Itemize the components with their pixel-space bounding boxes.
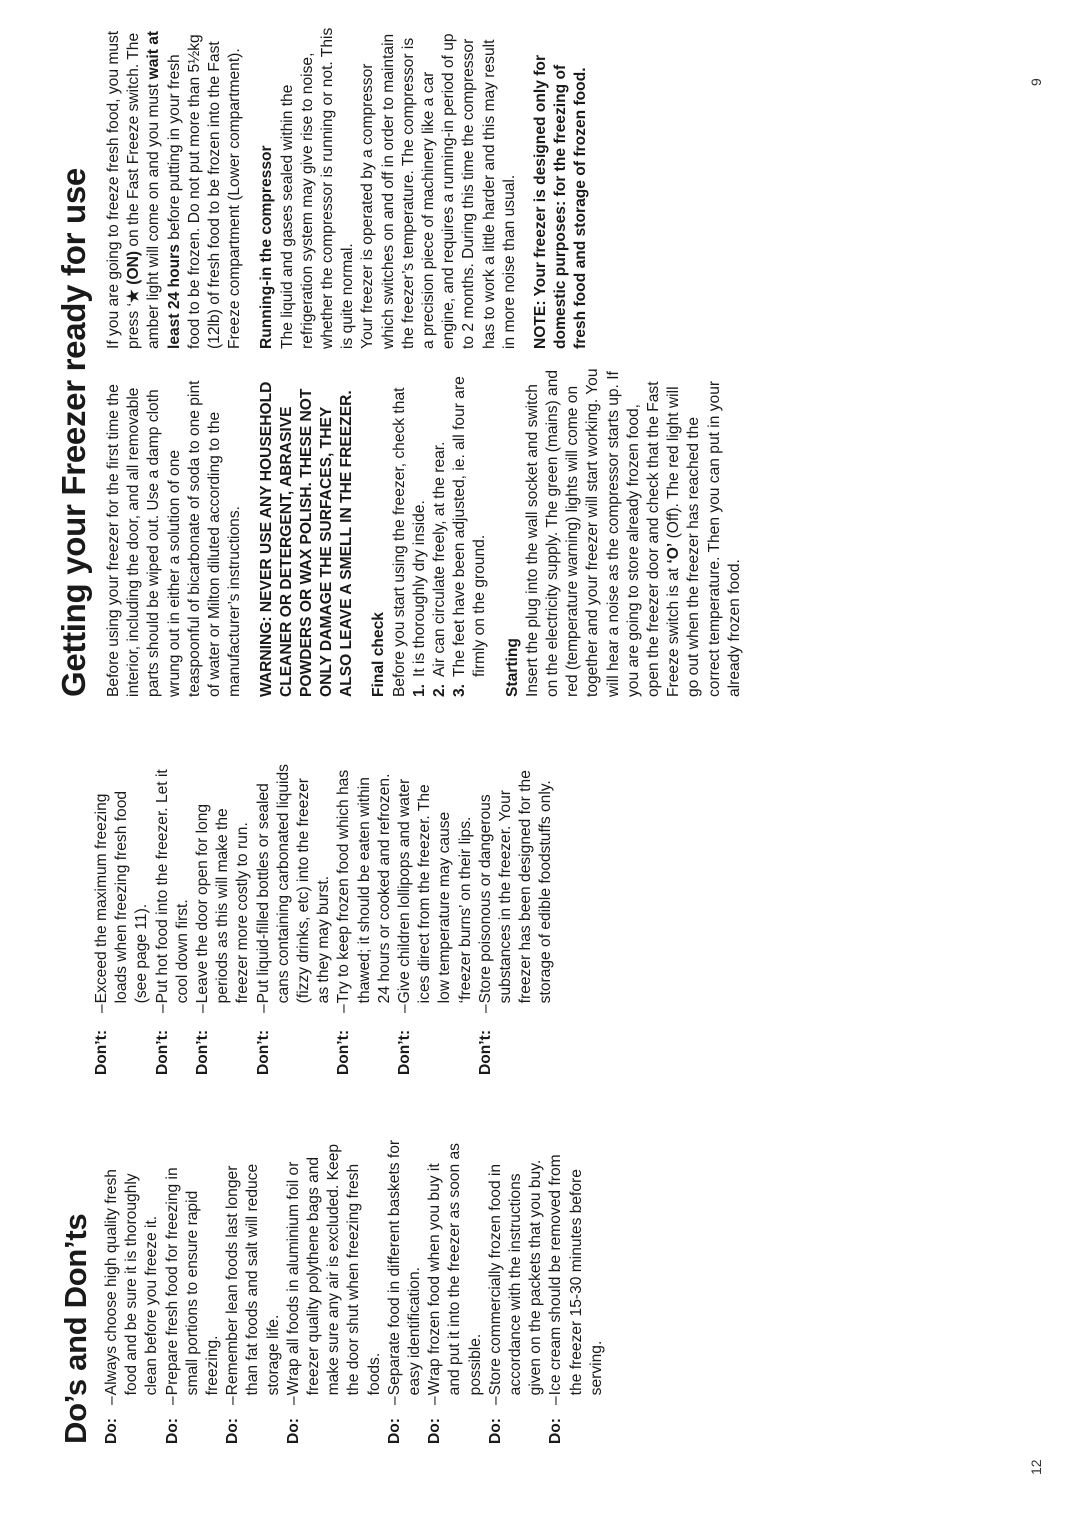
on-symbol: ★ (ON) bbox=[125, 250, 143, 304]
dont-item bbox=[395, 759, 476, 1075]
starting-text-end: (Off). The red light will go out when the freezer has reached the correct temperature. Then you can put in your already frozen food. bbox=[665, 380, 743, 697]
running-in-paragraph-1: The liquid and gases sealed within the refrigeration system may give rise to noise, whether the compressor is running or not. This is quite normal. bbox=[278, 27, 357, 349]
dash: – bbox=[163, 1396, 181, 1405]
item-number: 1. bbox=[410, 683, 428, 697]
dont-text: Put liquid-filled bottles or sealed cans containing carbonated liquids (fizzy drinks, etc) into the freezer as they may burst. bbox=[254, 764, 333, 1004]
do-label: Do: bbox=[385, 1418, 403, 1444]
dos-donts-title: Do’s and Don’ts bbox=[58, 1213, 93, 1444]
final-check-intro: Before you start using the freezer, check that bbox=[390, 387, 408, 697]
dont-text: Try to keep frozen food which has thawed; it should be eaten within 24 hours or cooked and refrozen. bbox=[335, 769, 393, 1004]
running-in-heading: Running-in the compressor bbox=[258, 145, 276, 349]
starting-paragraph-1 bbox=[523, 368, 745, 697]
dash: – bbox=[103, 1396, 120, 1405]
dash: – bbox=[396, 1004, 414, 1013]
do-item bbox=[284, 1139, 385, 1444]
note-text: NOTE: Your freezer is designed only for domestic purposes: for the freezing of fresh food and storage of frozen food. bbox=[532, 54, 590, 349]
dash: – bbox=[254, 1004, 272, 1013]
dont-label: Don’t: bbox=[93, 1029, 110, 1075]
dont-item bbox=[334, 759, 395, 1075]
dont-text: Exceed the maximum freezing loads when freezing fresh food (see page 11). bbox=[93, 790, 151, 1004]
final-check-list bbox=[410, 368, 491, 697]
do-text: Separate food in different baskets for easy identification. bbox=[385, 1139, 424, 1396]
do-item bbox=[223, 1139, 284, 1444]
do-item bbox=[102, 1139, 163, 1444]
dont-text: Give children lollipops and water ices direct from the freezer. The low temperature may cause ‘freezer burns’ on their lips. bbox=[396, 778, 474, 1004]
do-item bbox=[425, 1139, 486, 1444]
do-label: Do: bbox=[163, 1418, 181, 1444]
dont-label: Don’t: bbox=[254, 1029, 272, 1075]
dash: – bbox=[194, 1004, 212, 1013]
do-item bbox=[486, 1139, 547, 1444]
do-label: Do: bbox=[547, 1418, 565, 1444]
dash: – bbox=[224, 1396, 242, 1405]
do-item bbox=[546, 1139, 607, 1444]
dash: – bbox=[284, 1396, 302, 1405]
running-in-paragraph-2: Your freezer is operated by a compressor which switches on and off in order to maintain the freezer’s temperature. The compressor is a precision piece of machinery like a car engine, and requires a running-in period of up to 2 months. During this time the compressor has to work a little harder and this may result in more noise than usual. bbox=[359, 33, 518, 349]
dash: – bbox=[547, 1396, 565, 1405]
item-text: It is thoroughly dry inside. bbox=[410, 500, 428, 677]
dont-text: Leave the door open for long periods as this will make the freezer more costly to run. bbox=[194, 803, 252, 1004]
dont-text: Put hot food into the freezer. Let it cool down first. bbox=[153, 769, 191, 1004]
dont-item bbox=[193, 759, 254, 1075]
fast-freeze-text-b: on the Fast Freeze switch. The amber light will come on and you must bbox=[125, 32, 163, 349]
dash: – bbox=[476, 1004, 494, 1013]
dont-label: Don’t: bbox=[194, 1029, 212, 1075]
dash: – bbox=[93, 1004, 110, 1013]
page-number-right: 9 bbox=[1028, 78, 1044, 86]
do-text: Prepare fresh food for freezing in small portions to ensure rapid freezing. bbox=[163, 1167, 222, 1396]
starting-heading: Starting bbox=[503, 638, 521, 697]
wait-emphasis: wait at least 24 hours bbox=[145, 30, 183, 349]
item-text: The feet have been adjusted, ie. all four are firmly on the ground. bbox=[451, 376, 489, 677]
dont-label: Don’t: bbox=[153, 1029, 171, 1075]
dont-label: Don’t: bbox=[335, 1029, 353, 1075]
getting-ready-column-1 bbox=[104, 368, 745, 697]
dash: – bbox=[426, 1396, 444, 1405]
dash: – bbox=[385, 1396, 403, 1405]
donts-column bbox=[92, 759, 557, 1075]
item-number: 2. bbox=[431, 683, 449, 697]
final-check-heading: Final check bbox=[370, 612, 388, 697]
item-text: Air can circulate freely, at the rear. bbox=[431, 441, 449, 677]
starting-text: Insert the plug into the wall socket and switch on the electricity supply. The green (mains) and red (temperature warning) lights will come on together and your freezer will start working. You will hear a noise as the compressor starts up. If you are going to store already frozen food, open the freezer door and check that the Fast Freeze switch is at bbox=[523, 368, 683, 697]
list-item bbox=[430, 368, 450, 697]
dont-item bbox=[92, 759, 153, 1075]
dont-label: Don’t: bbox=[396, 1029, 414, 1075]
do-label: Do: bbox=[486, 1418, 504, 1444]
do-label: Do: bbox=[224, 1418, 242, 1444]
dash: – bbox=[335, 1004, 353, 1013]
dont-text: Store poisonous or dangerous substances in the freezer. Your freezer has been designed for the storage of edible foodstuffs only. bbox=[476, 770, 555, 1004]
list-item bbox=[410, 368, 430, 697]
do-label: Do: bbox=[426, 1418, 444, 1444]
dash: – bbox=[153, 1004, 171, 1013]
do-text: Remember lean foods last longer than fat foods and salt will reduce storage life. bbox=[224, 1163, 282, 1396]
list-item bbox=[450, 368, 490, 697]
dont-item bbox=[153, 759, 193, 1075]
fast-freeze-text-c: before putting in your fresh food to be frozen. Do not put more than 5½kg (12lb) of fresh food to be frozen into the Fast Freeze compartment (Lower compartment). bbox=[165, 34, 244, 349]
dont-item bbox=[254, 759, 335, 1075]
warning-text: WARNING: NEVER USE ANY HOUSEHOLD CLEANER OR DETERGENT, ABRASIVE POWDERS OR WAX POLISH. THESE NOT ONLY DAMAGE THE SURFACES, THEY ALSO LEAVE A SMELL IN THE FREEZER. bbox=[258, 381, 356, 697]
fast-freeze-text-a: If you are going to freeze fresh food, you must press ‘ bbox=[105, 30, 143, 349]
do-item bbox=[385, 1139, 425, 1444]
do-item bbox=[163, 1139, 224, 1444]
do-text: Wrap frozen food when you buy it and put it into the freezer as soon as possible. bbox=[426, 1143, 484, 1396]
off-symbol: ‘O’ bbox=[665, 542, 683, 564]
starting-paragraph-2 bbox=[104, 25, 245, 349]
page-number-left: 12 bbox=[1028, 1459, 1044, 1475]
do-text: Store commercially frozen food in accordance with the instructions given on the packets that you buy. bbox=[486, 1159, 545, 1396]
do-text: Ice cream should be removed from the freezer 15-30 minutes before serving. bbox=[547, 1154, 605, 1396]
dont-item bbox=[476, 759, 557, 1075]
do-label: Do: bbox=[284, 1418, 302, 1444]
intro-paragraph: Before using your freezer for the first time the interior, including the door, and all removable parts should be wiped out. Use a damp cloth wrung out in either a solution of one teaspoonful of bicarbonate of soda to one pint of water or Milton diluted according to the manufacturer’s instructions. bbox=[105, 380, 244, 697]
getting-ready-title: Getting your Freezer ready for use bbox=[55, 168, 92, 697]
do-text: Wrap all foods in aluminium foil or freezer quality polythene bags and make sure any air is excluded. Keep the door shut when freezing fresh foods. bbox=[284, 1143, 383, 1396]
dash: – bbox=[486, 1396, 504, 1405]
do-label: Do: bbox=[103, 1418, 120, 1444]
dont-label: Don’t: bbox=[476, 1029, 494, 1075]
dos-column bbox=[102, 1139, 607, 1444]
item-number: 3. bbox=[451, 683, 469, 697]
do-text: Always choose high quality fresh food and be sure it is thoroughly clean before you freeze it. bbox=[103, 1169, 161, 1396]
getting-ready-column-2 bbox=[104, 25, 592, 349]
